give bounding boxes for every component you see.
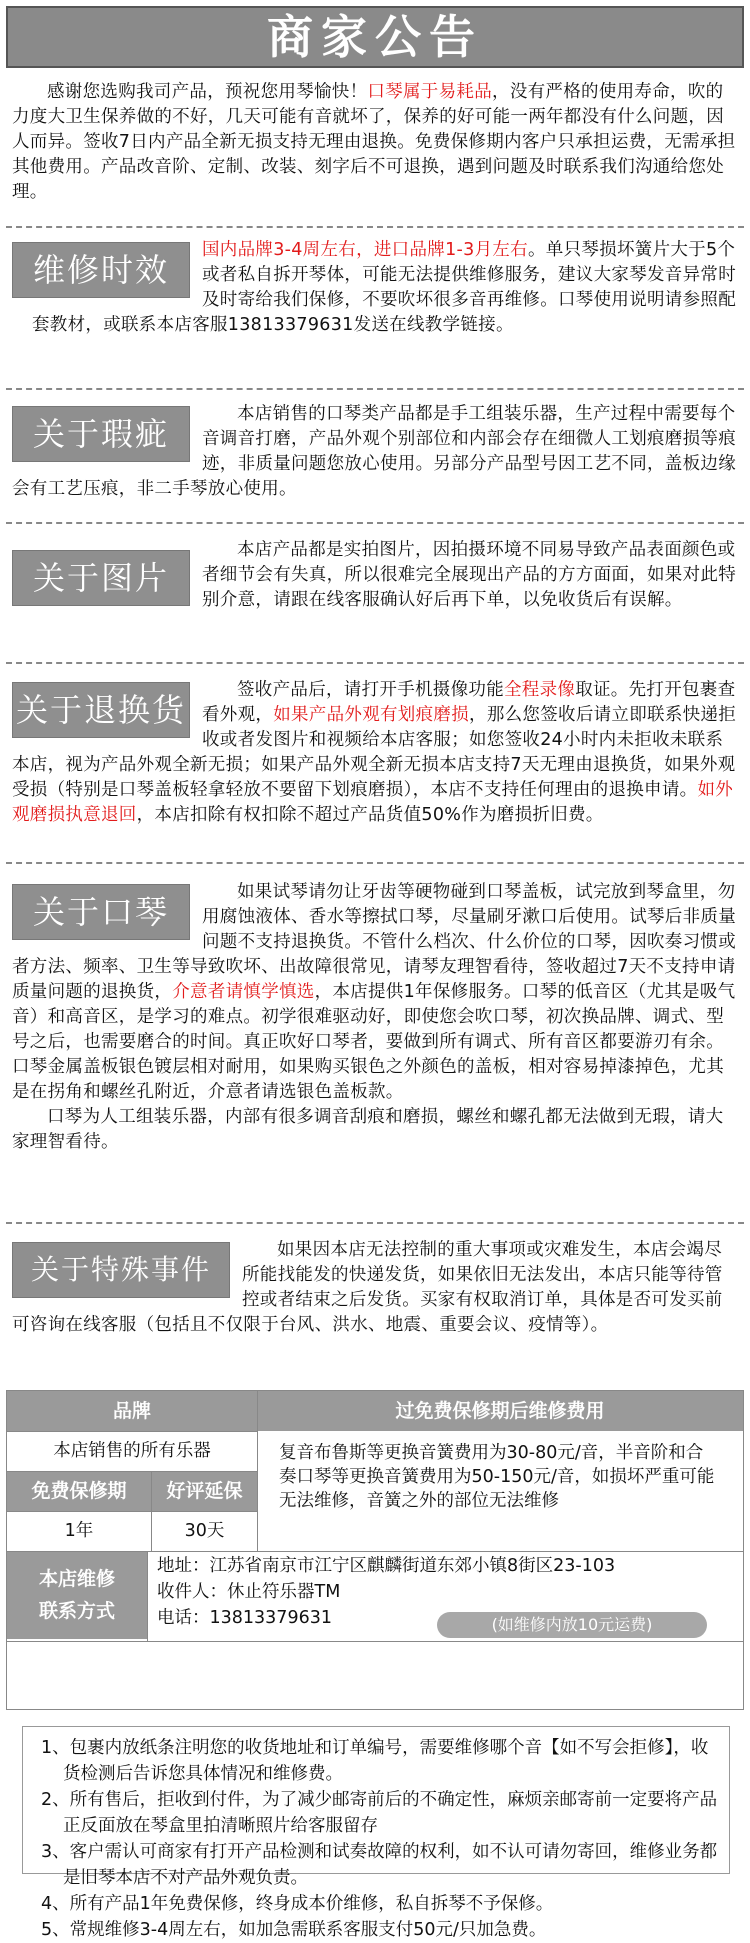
flaw-label: 关于瑕疵: [12, 406, 190, 462]
special-section: [12, 1238, 738, 1338]
repair-body: 。单只琴损坏簧片大于5个或者私自拆开琴体，可能无法提供维修服务，建议大家琴发音异常时及时寄给我们保修，不要吹坏很多音再维修。口琴使用说明请参照配套教材，或联系本店客服13813379631发送在线教学链接。: [32, 240, 736, 335]
note-item: 2、所有售后，拒收到付件，为了减少邮寄前后的不确定性，麻烦亲邮寄前一定要将产品正反面放在琴盒里拍清晰照片给客服留存: [41, 1790, 718, 1836]
phone-line: 电话：13813379631: [157, 1608, 332, 1628]
flaw-text: 本店销售的口琴类产品都是手工组装乐器，生产过程中需要每个音调音打磨，产品外观个别部位和内部会存在细微人工划痕磨损等痕迹，非质量问题您放心使用。另部分产品型号因工艺不同，盖板边缘会有工艺压痕，非二手琴放心使用。: [12, 404, 736, 499]
brand-header: 品牌: [7, 1391, 257, 1431]
grid-line: [257, 1391, 258, 1551]
receiver-line: 收件人：休止符乐器TM: [157, 1582, 341, 1602]
note-item: 5、常规维修3-4周左右，如加急需联系客服支付50元/只加急费。: [41, 1920, 547, 1940]
grid-line: [7, 1431, 257, 1432]
note-item: 1、包裹内放纸条注明您的收货地址和订单编号，需要维修哪个音【如不写会拒修】，收货检测后告诉您具体情况和维修费。: [41, 1738, 709, 1784]
grid-line: [147, 1551, 148, 1641]
pics-label: 关于图片: [12, 550, 190, 606]
grid-line: [151, 1471, 152, 1551]
contact-header: [7, 1551, 147, 1639]
intro-text: [12, 80, 738, 205]
harmonica-highlight: 介意者请慎学慎选: [172, 982, 315, 1002]
repair-highlight: 国内品牌3-4周左右，进口品牌1-3月左右: [202, 240, 528, 260]
grid-line: [7, 1471, 257, 1472]
pics-section: [12, 538, 738, 613]
special-text: 如果因本店无法控制的重大事项或灾难发生，本店会竭尽所能找能发的快递发货，如果依旧无法发出，本店只能等待管控或者结束之后发货。买家有权取消订单，具体是否可发买前可咨询在线客服（包括且不仅限于台风、洪水、地震、重要会议、疫情等）。: [12, 1240, 723, 1335]
intro-text-1: 感谢您选购我司产品，预祝您用琴愉快！: [47, 82, 368, 102]
contact-header-line-2: 联系方式: [38, 1600, 115, 1622]
pics-text: 本店产品都是实拍图片，因拍摄环境不同易导致产品表面颜色或者细节会有失真，所以很难完全展现出产品的方方面面，如果对此特别介意，请跟在线客服确认好后再下单，以免收货后有误解。: [202, 540, 736, 610]
grid-line: [7, 1551, 743, 1552]
returns-text-3: ，那么您签收后请立即联系快递拒收或者发图片和视频给本店客服；如您签收24小时内未拒收未联系本店，视为产品外观全新无损；如果产品外观全新无损本店支持7天无理由退换货，如果外观受损（特别是口琴盖板轻拿轻放不要留下划痕磨损），本店不支持任何理由的退换申请。: [12, 705, 737, 800]
returns-highlight-1: 全程录像: [504, 680, 576, 700]
grid-line: [7, 1511, 257, 1512]
flaw-section: [12, 402, 738, 502]
divider: [6, 662, 744, 664]
harmonica-text-2: ，本店提供1年保修服务。口琴的低音区（尤其是吸气音）和高音区，是学习的难点。初学很难驱动好，即使您会吹口琴，初次换品牌、调式、型号之后，也需要磨合的时间。真正吹好口琴者，要做到所有调式、所有音区都要游刃有余。口琴金属盖板银色镀层相对耐用，如果购买银色之外颜色的盖板，相对容易掉漆掉色，尤其是在拐角和螺丝孔附近，介意者请选银色盖板款。: [12, 982, 736, 1102]
intro-text-2: ，没有严格的使用寿命，吹的力度大卫生保养做的不好，几天可能有音就坏了，保养的好可能一两年都没有什么问题，因人而异。签收7日内产品全新无损支持无理由退换。免费保修期内客户只承担运费，无需承担其他费用。产品改音阶、定制、改装、刻字后不可退换，遇到问题及时联系我们沟通给您处理。: [12, 82, 736, 202]
divider: [6, 226, 744, 228]
intro-highlight: 口琴属于易耗品: [367, 82, 493, 102]
returns-label: 关于退换货: [12, 682, 190, 738]
review-header: 好评延保: [152, 1471, 257, 1511]
contact-header-line-1: 本店维修: [38, 1568, 115, 1590]
shipping-badge: (如维修内放10元运费): [437, 1612, 707, 1638]
note-item: 4、所有产品1年免费保修，终身成本价维修，私自拆琴不予保修。: [41, 1894, 554, 1914]
notice-header: [6, 6, 744, 68]
returns-highlight-2: 如果产品外观有划痕磨损: [273, 705, 470, 725]
returns-text-1: 签收产品后，请打开手机摄像功能: [237, 680, 504, 700]
returns-section: [12, 678, 738, 828]
special-label: 关于特殊事件: [12, 1242, 230, 1298]
divider: [6, 862, 744, 864]
grid-line: [7, 1641, 743, 1642]
repair-info-table: [6, 1390, 744, 1710]
returns-text-2: 取证。先打开包裹查看外观，: [202, 680, 736, 725]
repair-section: [12, 238, 738, 338]
divider: [6, 388, 744, 390]
intro-section: [12, 80, 738, 205]
harmonica-section: [12, 880, 738, 1155]
fee-text: 复音布鲁斯等更换音簧费用为30-80元/音，半音阶和合奏口琴等更换音簧费用为50-150元/音，如损坏严重可能无法维修，音簧之外的部位无法维修: [279, 1443, 715, 1511]
returns-highlight-3: 如外观磨损执意退回: [12, 780, 734, 825]
address-line: 地址：江苏省南京市江宁区麒麟街道东郊小镇8街区23-103: [157, 1556, 616, 1576]
returns-text-4: ，本店扣除有权扣除不超过产品货值50%作为磨损折旧费。: [136, 805, 604, 825]
divider: [6, 1222, 744, 1224]
brand-value: 本店销售的所有乐器: [53, 1441, 211, 1461]
harmonica-label: 关于口琴: [12, 884, 190, 940]
review-value: 30天: [184, 1521, 225, 1541]
repair-label: 维修时效: [12, 242, 190, 298]
note-item: 3、客户需认可商家有打开产品检测和试奏故障的权利，如不认可请勿寄回，维修业务都是旧琴本店不对产品外观负责。: [41, 1842, 718, 1888]
divider: [6, 522, 744, 524]
warranty-value: 1年: [64, 1521, 94, 1541]
fee-header: 过免费保修期后维修费用: [257, 1391, 743, 1431]
page-title: 商家公告: [267, 10, 483, 64]
warranty-header: 免费保修期: [7, 1471, 151, 1511]
harmonica-text-1: 如果试琴请勿让牙齿等硬物碰到口琴盖板，试完放到琴盒里，勿用腐蚀液体、香水等擦拭口琴，尽量刷牙漱口后使用。试琴后非质量问题不支持退换货。不管什么档次、什么价位的口琴，因吹奏习惯或者方法、频率、卫生等导致吹坏、出故障很常见，请琴友理智看待，签收超过7天不支持申请质量问题的退换货，: [12, 882, 736, 1002]
notes-box: [22, 1726, 730, 1940]
harmonica-text-3: 口琴为人工组装乐器，内部有很多调音刮痕和磨损，螺丝和螺孔都无法做到无瑕，请大家理智看待。: [12, 1107, 724, 1152]
